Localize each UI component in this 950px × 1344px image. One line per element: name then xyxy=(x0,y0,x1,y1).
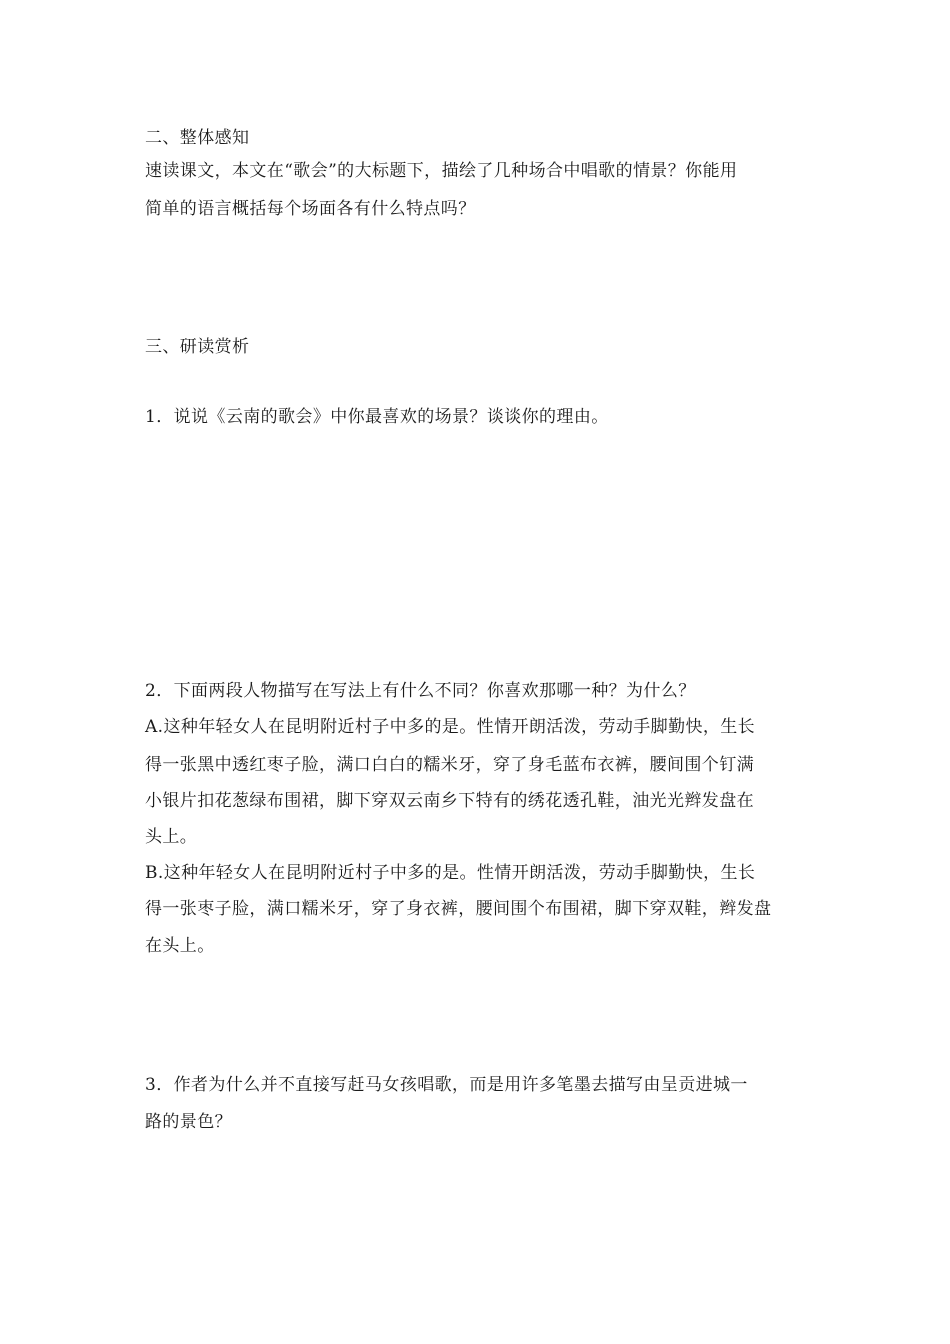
passage-a-line-2: 得一张黑中透红枣子脸，满口白白的糯米牙，穿了身毛蓝布衣裤，腰间围个钉满 xyxy=(145,755,754,775)
section-heading-overall-perception: 二、整体感知 xyxy=(145,128,250,148)
passage-b-line-2: 得一张枣子脸，满口糯米牙，穿了身衣裤，腰间围个布围裙，脚下穿双鞋，辫发盘 xyxy=(145,899,772,919)
section2-text-line-2: 简单的语言概括每个场面各有什么特点吗？ xyxy=(145,199,476,219)
question-1: 1．说说《云南的歌会》中你最喜欢的场景？谈谈你的理由。 xyxy=(145,407,609,427)
question-2: 2．下面两段人物描写在写法上有什么不同？你喜欢那哪一种？为什么？ xyxy=(145,681,696,701)
passage-a-line-4: 头上。 xyxy=(145,827,198,847)
section2-text-line-1: 速读课文，本文在“歌会”的大标题下，描绘了几种场合中唱歌的情景？你能用 xyxy=(145,161,738,181)
passage-a-line-3: 小银片扣花葱绿布围裙，脚下穿双云南乡下特有的绣花透孔鞋，油光光辫发盘在 xyxy=(145,791,754,811)
passage-b-line-3: 在头上。 xyxy=(145,936,215,956)
passage-b-line-1: B.这种年轻女人在昆明附近村子中多的是。性情开朗活泼，劳动手脚勤快，生长 xyxy=(145,863,756,883)
question-3-line-1: 3．作者为什么并不直接写赶马女孩唱歌，而是用许多笔墨去描写由呈贡进城一 xyxy=(145,1075,748,1095)
section-heading-study-analysis: 三、研读赏析 xyxy=(145,337,250,357)
passage-a-line-1: A.这种年轻女人在昆明附近村子中多的是。性情开朗活泼，劳动手脚勤快，生长 xyxy=(145,717,756,737)
question-3-line-2: 路的景色？ xyxy=(145,1112,232,1132)
